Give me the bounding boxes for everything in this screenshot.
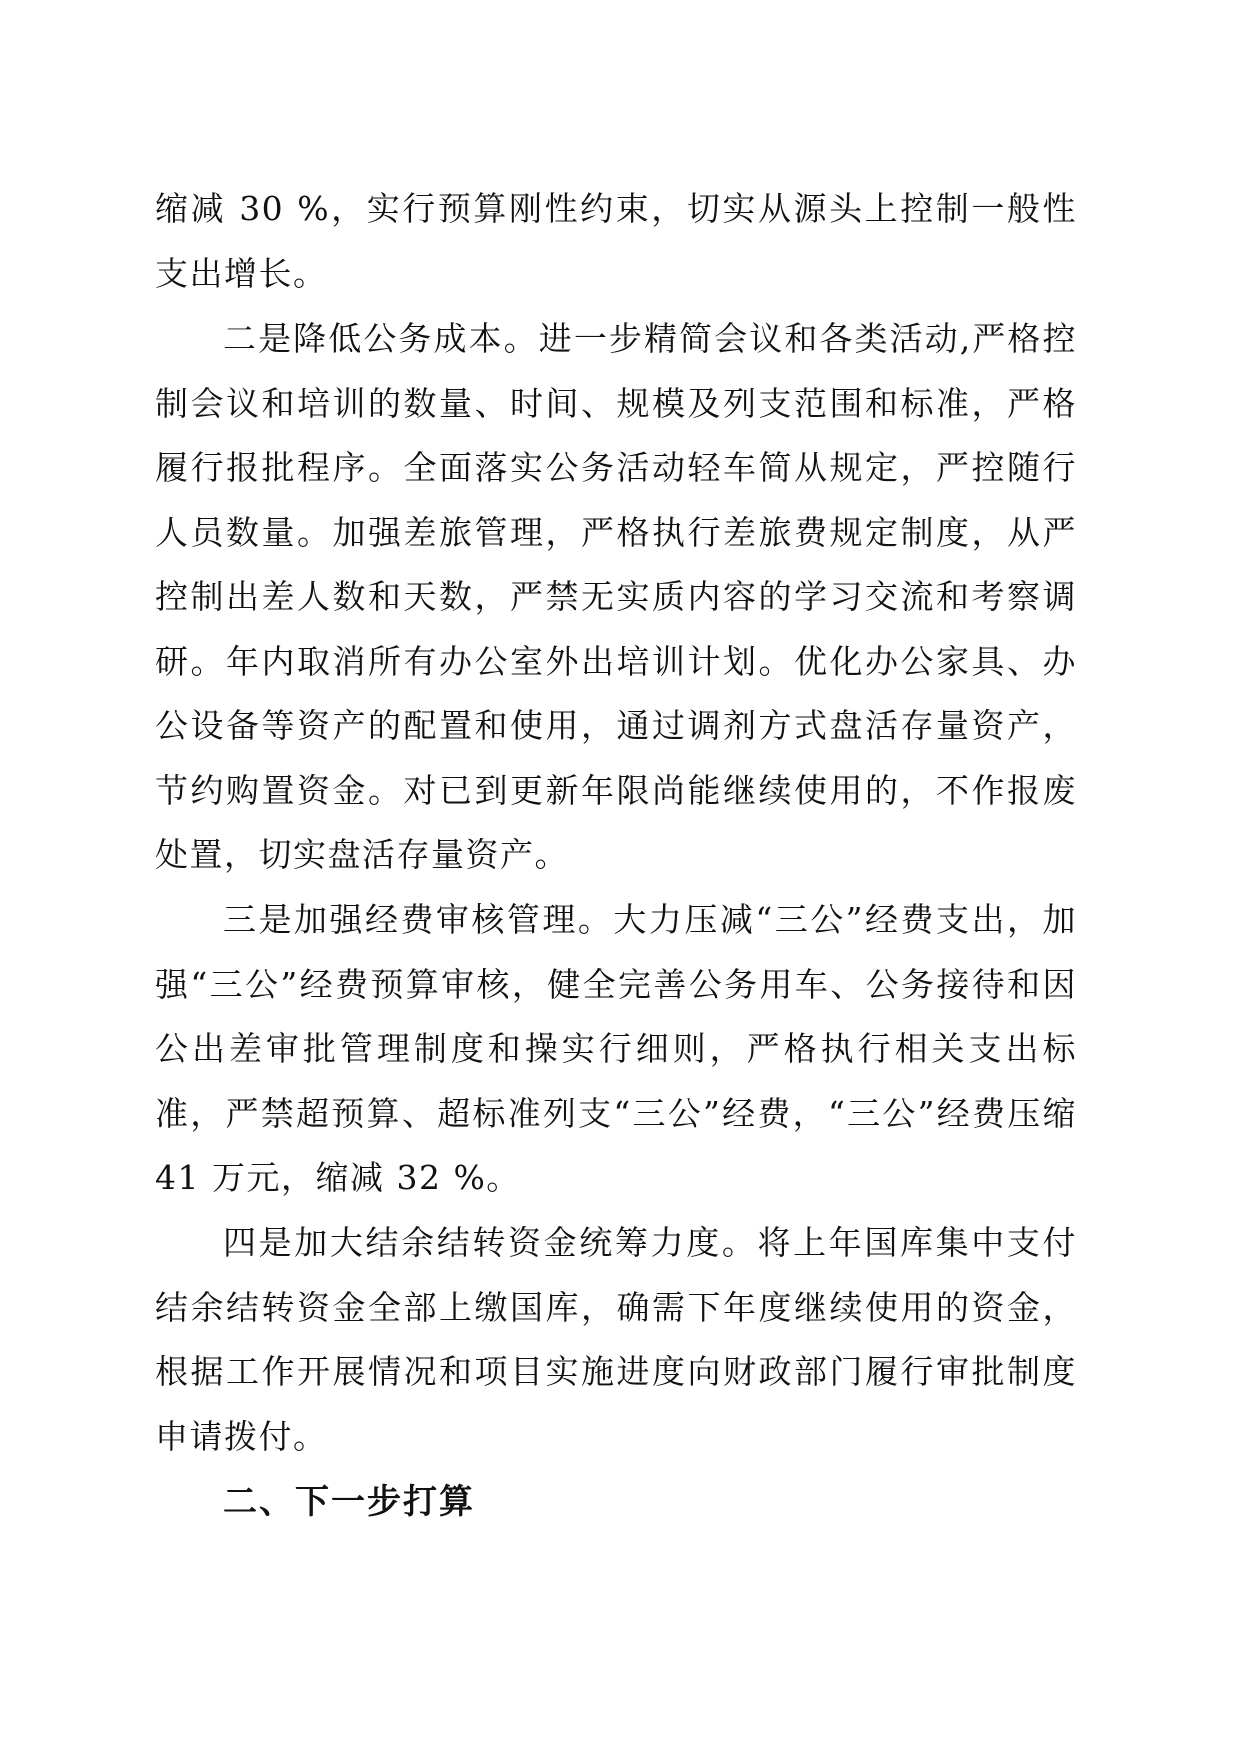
- paragraph-continuation: 缩减 30 %，实行预算刚性约束，切实从源头上控制一般性支出增长。: [155, 189, 1077, 293]
- paragraph-reduce-official-costs: 二是降低公务成本。进一步精简会议和各类活动,严格控制会议和培训的数量、时间、规模及列支范围和标准，严格履行报批程序。全面落实公务活动轻车简从规定，严控随行人员数量。加强差旅管理，严格执行差旅费规定制度，从严控制出差人数和天数，严禁无实质内容的学习交流和考察调研。年内取消所有办公室外出培训计划。优化办公家具、办公设备等资产的配置和使用，通过调剂方式盘活存量资产，节约购置资金。对已到更新年限尚能继续使用的，不作报废处置，切实盘活存量资产。: [155, 319, 1077, 874]
- paragraph-expense-audit: 三是加强经费审核管理。大力压减“三公”经费支出，加强“三公”经费预算审核，健全完善公务用车、公务接待和因公出差审批管理制度和操实行细则，严格执行相关支出标准，严禁超预算、超标准列支“三公”经费，“三公”经费压缩 41 万元，缩减 32 %。: [155, 900, 1077, 1197]
- paragraph-surplus-funds: 四是加大结余结转资金统筹力度。将上年国库集中支付结余结转资金全部上缴国库，确需下年度继续使用的资金，根据工作开展情况和项目实施进度向财政部门履行审批制度申请拨付。: [155, 1223, 1077, 1456]
- section-heading-next-steps: 二、下一步打算: [223, 1482, 475, 1522]
